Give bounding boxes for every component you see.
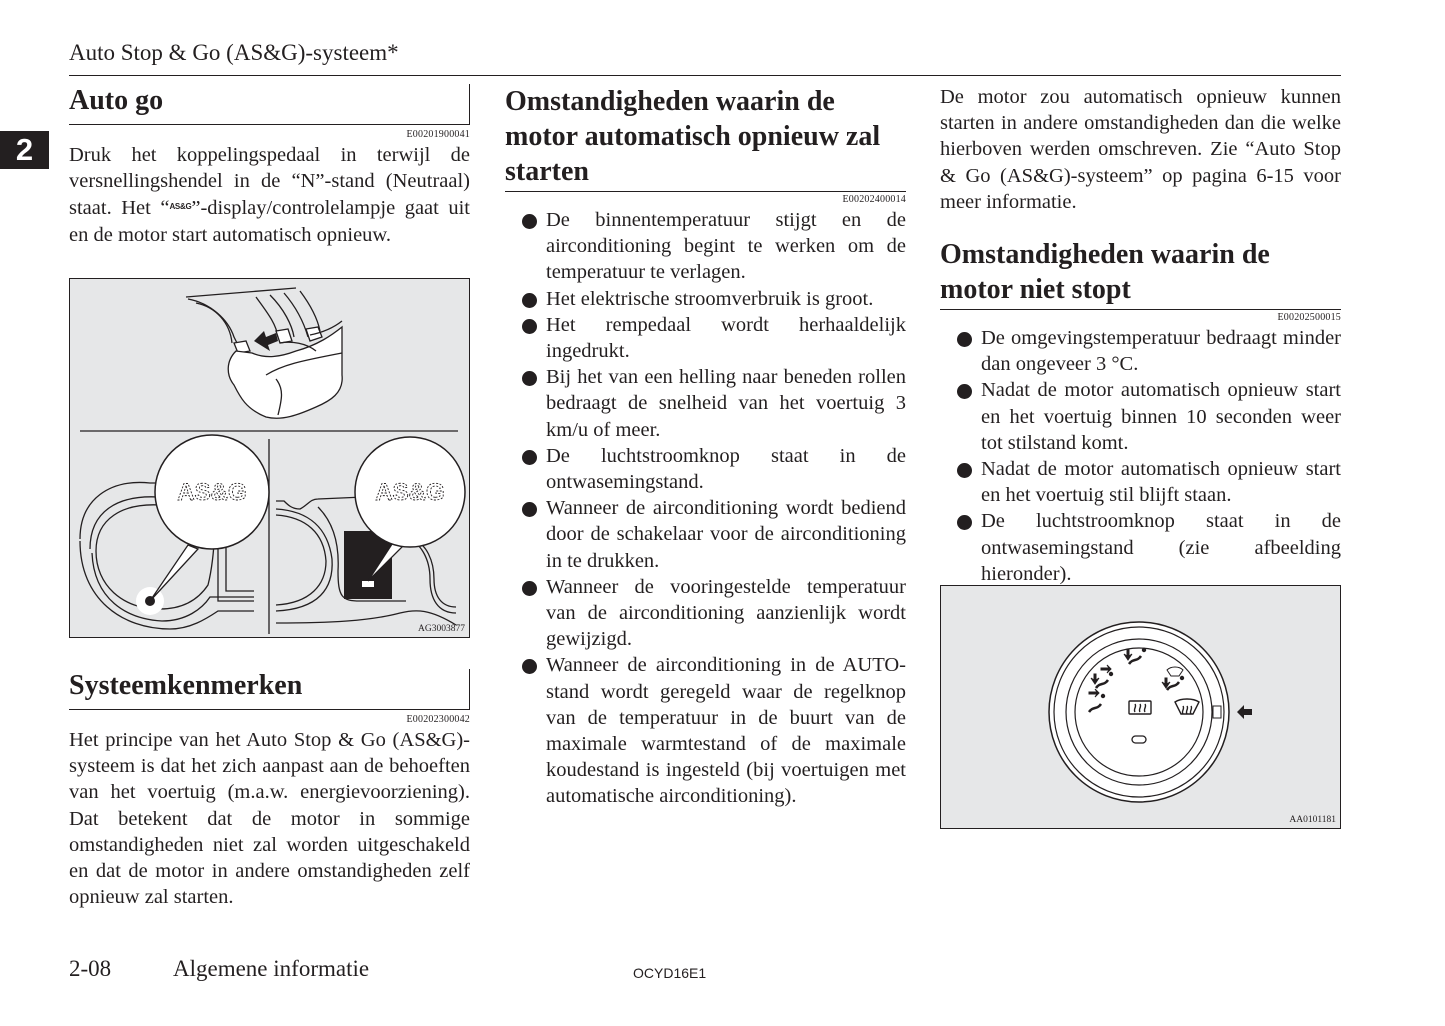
callout-right-label: AS&G xyxy=(375,479,445,506)
bullet-icon xyxy=(522,371,537,386)
section-no-stop-conditions xyxy=(940,237,1341,587)
clutch-pedal-illustration xyxy=(186,288,342,418)
section-code: E00202300042 xyxy=(406,714,470,725)
bullet-icon xyxy=(522,214,537,229)
bullet-icon xyxy=(957,384,972,399)
list-item-text: De binnentemperatuur stijgt en de airconditioning begint te werken om de temperatuur te verlagen. xyxy=(546,209,906,284)
footer-section-name: Algemene informatie xyxy=(173,956,370,981)
bullet-icon xyxy=(522,581,537,596)
list-item-text: Bij het van een helling naar beneden rollen bedraagt de snelheid van het voertuig 3 km/u of meer. xyxy=(546,366,906,441)
list-item xyxy=(940,377,1341,456)
figure-code: AA0101181 xyxy=(1289,815,1336,825)
callout-left-label: AS&G xyxy=(177,479,247,506)
indicator-display-segment xyxy=(362,581,374,587)
figure-code: AG3003877 xyxy=(418,624,465,634)
section-code: E00202500015 xyxy=(1277,312,1341,324)
list-item xyxy=(505,652,906,809)
list-item xyxy=(505,286,906,312)
list-item xyxy=(505,364,906,443)
body-text-part: ”-display/controlelampje gaat uit en de motor start automatisch opnieuw. xyxy=(69,197,471,246)
list-item-text: De luchtstroomknop staat in de ontwasemingstand (zie afbeelding hieronder). xyxy=(981,510,1341,585)
bullet-icon xyxy=(522,659,537,674)
dial-outer-ring xyxy=(1049,622,1229,802)
list-item xyxy=(505,443,906,495)
press-arrow-icon xyxy=(254,331,278,351)
page-number: 2-08 xyxy=(69,956,112,981)
section-restart-conditions xyxy=(505,84,906,810)
section-systeemkenmerken xyxy=(69,669,470,910)
bullet-icon xyxy=(522,450,537,465)
figure-airflow-dial xyxy=(940,585,1341,829)
illustration-clutch-and-cluster xyxy=(70,279,468,636)
section-code: E00202400014 xyxy=(842,194,906,205)
list-item xyxy=(940,456,1341,508)
list-item-text: Het elektrische stroomverbruik is groot. xyxy=(546,287,874,310)
list-item xyxy=(940,508,1341,587)
list-item-text: Wanneer de vooringestelde temperatuur van de airconditioning aanzienlijk wordt gewijzigd. xyxy=(546,575,906,651)
asg-indicator-icon: AS&G xyxy=(169,202,192,212)
airflow-dial-illustration xyxy=(941,586,1339,827)
list-item xyxy=(505,312,906,364)
section-body xyxy=(69,142,470,248)
selected-position-arrow-icon xyxy=(1237,705,1252,719)
list-item xyxy=(505,207,906,286)
dial-pointer-notch xyxy=(1213,706,1221,718)
list-item xyxy=(505,574,906,653)
body-text-part: Druk het koppelingspedaal in terwijl de versnellingshendel in de “N”-stand (Neutraal) staat. Het “ xyxy=(69,144,470,220)
list-item-text: Wanneer de airconditioning in de AUTO-stand wordt geregeld waar de regelknop van de temperatuur in de buurt van de maximale warmtestand of de maximale koudestand is ingesteld (bij voertuigen met automatische airconditioning). xyxy=(546,654,906,808)
chapter-tab[interactable]: 2 xyxy=(0,131,49,169)
column-right xyxy=(940,84,1341,587)
running-head: Auto Stop & Go (AS&G)-systeem* xyxy=(69,40,399,65)
figure-clutch-pedal-cluster xyxy=(69,278,470,638)
restart-note: De motor zou automatisch opnieuw kunnen starten in andere omstandigheden dan die welke hierboven werden omschreven. Zie “Auto Stop & Go (AS&G)-systeem” op pagina 6-15 voor meer informatie. xyxy=(940,86,1341,213)
column-middle xyxy=(505,84,906,810)
bullet-icon xyxy=(522,293,537,308)
list-item xyxy=(505,495,906,574)
list-item-text: Wanneer de airconditioning wordt bediend door de schakelaar voor de airconditioning in te drukken. xyxy=(546,497,906,572)
section-body: Het principe van het Auto Stop & Go (AS&G)-systeem is dat het zich aanpast aan de behoeften van het voertuig (m.a.w. energievoorziening). Dat betekent dat de motor in sommige omstandigheden niet zal worden uitgeschakeld en dat de motor in andere omstandigheden zelf opnieuw zal starten. xyxy=(69,729,470,909)
no-stop-conditions-list xyxy=(940,325,1341,587)
section-title: Omstandigheden waarin de motor niet stopt xyxy=(940,237,1341,310)
restart-conditions-list xyxy=(505,207,906,810)
list-item xyxy=(940,325,1341,377)
footer-doc-code: OCYD16E1 xyxy=(633,965,707,981)
bullet-icon xyxy=(957,515,972,530)
section-title: Systeemkenmerken xyxy=(69,669,470,710)
column-left xyxy=(69,84,470,248)
bullet-icon xyxy=(522,502,537,517)
section-title: Omstandigheden waarin de motor automatisch opnieuw zal starten xyxy=(505,84,906,192)
list-item-text: De omgevingstemperatuur bedraagt minder dan ongeveer 3 °C. xyxy=(981,327,1341,376)
bullet-icon xyxy=(957,463,972,478)
bullet-icon xyxy=(522,319,537,334)
list-item-text: Het rempedaal wordt herhaaldelijk ingedrukt. xyxy=(546,313,906,363)
list-item-text: De luchtstroomknop staat in de ontwasemingstand. xyxy=(546,444,906,494)
section-title: Auto go xyxy=(69,84,470,125)
header-rule xyxy=(69,75,1341,76)
list-item-text: Nadat de motor automatisch opnieuw start en het voertuig stil blijft staan. xyxy=(981,458,1341,507)
section-code: E00201900041 xyxy=(406,129,470,140)
bullet-icon xyxy=(957,332,972,347)
section-auto-go xyxy=(69,84,470,248)
list-item-text: Nadat de motor automatisch opnieuw start en het voertuig binnen 10 seconden weer tot stilstand komt. xyxy=(981,379,1341,454)
